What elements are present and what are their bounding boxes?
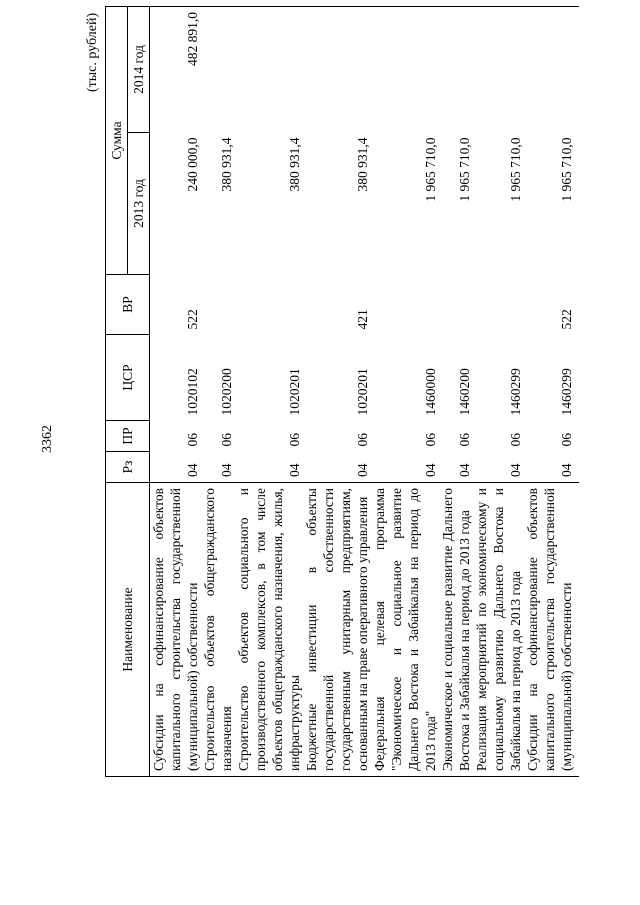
table-row [303, 6, 371, 776]
row-pr: 06 [559, 433, 574, 447]
row-2013-amount: 1 965 710,0 [423, 137, 438, 202]
row-pr: 06 [423, 433, 438, 447]
table-header [106, 6, 150, 776]
row-name: Федеральная целевая программа "Экономическое и социальное развитие Дальнего Востока и Забайкалья на период до 2013 года" [371, 483, 439, 777]
row-2014-amount [473, 6, 524, 132]
row-rz: 04 [219, 463, 234, 477]
row-csr: 1460200 [457, 368, 472, 416]
row-pr: 06 [219, 433, 234, 447]
row-pr: 06 [457, 433, 472, 447]
header-name: Наименование [106, 483, 150, 777]
row-vr: 522 [185, 309, 200, 330]
header-sum: Сумма [106, 6, 128, 274]
row-2014-amount [303, 6, 371, 132]
header-csr: ЦСР [106, 335, 150, 421]
row-2013-amount: 380 931,4 [355, 137, 370, 192]
row-vr [473, 275, 524, 335]
row-2013-amount: 1 965 710,0 [508, 137, 523, 202]
row-rz: 04 [423, 463, 438, 477]
header-rz: Рз [106, 452, 150, 483]
row-2014-amount [235, 6, 303, 132]
table-body [150, 6, 580, 776]
row-pr: 06 [185, 433, 200, 447]
row-vr: 421 [355, 309, 370, 330]
row-2014-amount [371, 6, 439, 132]
row-name: Строительство объектов социального и производственного комплексов, в том числе объектов общегражданского назначения, жилья, инфраструктуры [235, 483, 303, 777]
row-vr [201, 275, 235, 335]
row-csr: 1460000 [423, 368, 438, 416]
table-row [235, 6, 303, 776]
row-csr: 1020201 [287, 368, 302, 416]
table-row [524, 6, 579, 776]
row-rz: 04 [355, 463, 370, 477]
header-2014: 2014 год [128, 6, 150, 132]
row-rz: 04 [559, 463, 574, 477]
row-vr: 522 [559, 309, 574, 330]
row-name: Строительство объектов общегражданского назначения [201, 483, 235, 777]
row-csr: 1020200 [219, 368, 234, 416]
row-csr: 1460299 [559, 368, 574, 416]
row-name: Экономическое и социальное развитие Дальнего Востока и Забайкалья на период до 2013 года [439, 483, 473, 777]
row-csr: 1020102 [185, 368, 200, 416]
row-csr: 1020201 [355, 368, 370, 416]
header-pr: ПР [106, 421, 150, 452]
row-pr: 06 [508, 433, 523, 447]
row-2013-amount: 380 931,4 [287, 137, 302, 192]
row-name: Реализация мероприятий по экономическому и социальному развитию Дальнего Востока и Забайкалья на период до 2013 года [473, 483, 524, 777]
row-rz: 04 [287, 463, 302, 477]
row-name: Субсидии на софинансирование объектов капитального строительства государственной (муниципальной) собственности [524, 483, 579, 777]
row-2014-amount [524, 6, 579, 132]
row-2013-amount: 1 965 710,0 [457, 137, 472, 202]
row-2013-amount: 240 000,0 [185, 137, 200, 192]
row-name: Субсидии на софинансирование объектов капитального строительства государственной (муниципальной) собственности [150, 483, 202, 777]
row-pr: 06 [287, 433, 302, 447]
row-csr: 1460299 [508, 368, 523, 416]
table-row [473, 6, 524, 776]
row-name: Бюджетные инвестиции в объекты государственной собственности государственным унитарным предприятиям, основанным на праве оперативного управления [303, 483, 371, 777]
row-pr: 06 [355, 433, 370, 447]
row-rz: 04 [457, 463, 472, 477]
row-rz: 04 [508, 463, 523, 477]
row-vr [439, 275, 473, 335]
table-row [150, 6, 202, 776]
header-2013: 2013 год [128, 133, 150, 275]
table-row [371, 6, 439, 776]
units-label: (тыс. рублей) [85, 12, 100, 92]
table-row [439, 6, 473, 776]
row-2013-amount: 1 965 710,0 [559, 137, 574, 202]
row-2014-amount [439, 6, 473, 132]
row-2014-amount [201, 6, 235, 132]
row-2013-amount: 380 931,4 [219, 137, 234, 192]
row-rz: 04 [185, 463, 200, 477]
row-2014-amount: 482 891,0 [150, 6, 202, 132]
header-vr: ВР [106, 275, 150, 335]
row-vr [235, 275, 303, 335]
row-vr [371, 275, 439, 335]
budget-table [105, 6, 579, 777]
page-number: 3362 [40, 425, 55, 453]
table-row [201, 6, 235, 776]
